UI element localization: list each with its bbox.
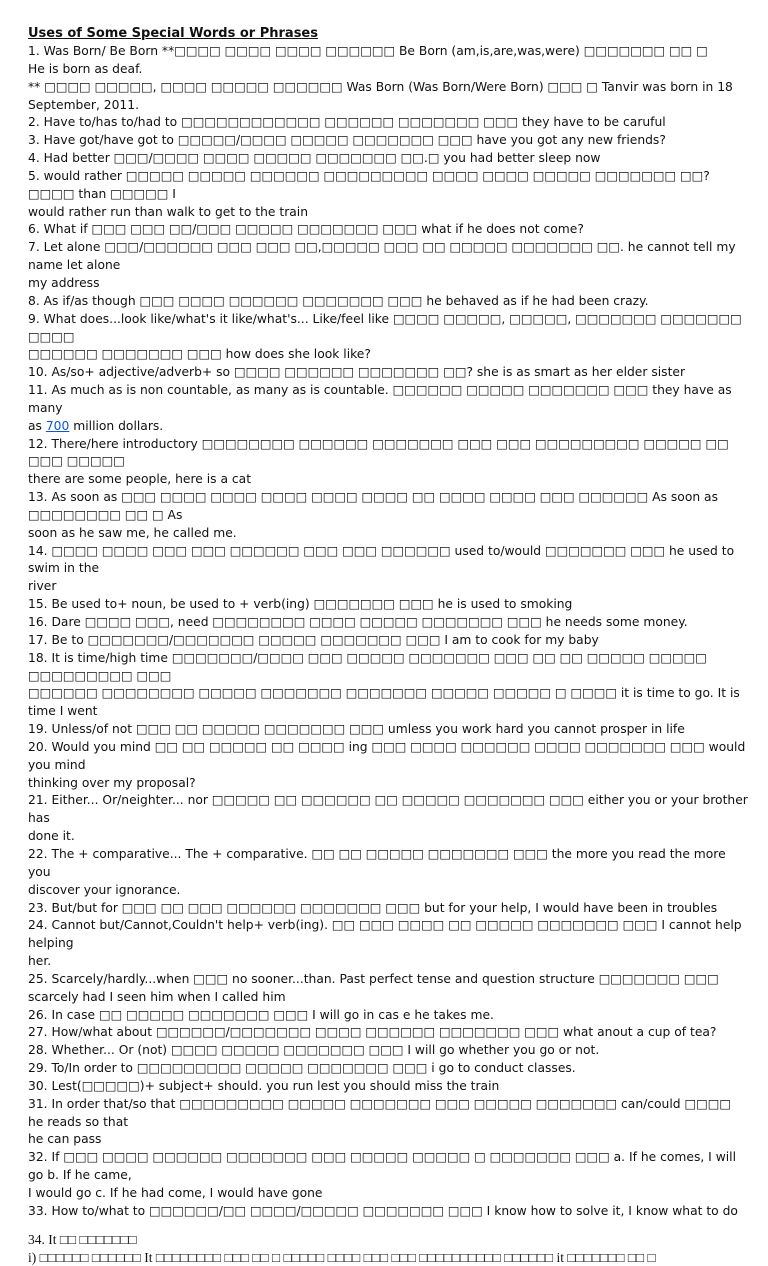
document-title: Uses of Some Special Words or Phrases — [28, 26, 318, 41]
text-line: would rather run than walk to get to the train — [28, 204, 309, 219]
text-line: her. — [28, 954, 52, 969]
text-line: 27. How/what about □□□□□□/□□□□□□□ □□□□ □□□□□□ □□□□□□□ □□□ what anout a cup of tea? — [28, 1025, 717, 1040]
text-line: 21. Either... Or/neighter... nor □□□□□ □□ □□□□□□ □□ □□□□□ □□□□□□□ □□□ either you or your brother has — [28, 793, 748, 826]
text-line: 31. In order that/so that □□□□□□□□□ □□□□□ □□□□□□□ □□□ □□□□□ □□□□□□□ can/could □□□□ he reads so that — [28, 1096, 731, 1129]
text-line: 24. Cannot but/Cannot,Couldn't help+ verb(ing). □□ □□□ □□□□ □□ □□□□□ □□□□□□□ □□□ I cannot help helping — [28, 918, 742, 951]
text-line: there are some people, here is a cat — [28, 472, 252, 487]
text-line: 11. As much as is non countable, as many as is countable. □□□□□□ □□□□□ □□□□□□□ □□□ they have as many — [28, 383, 732, 415]
text-line: done it. — [28, 829, 75, 844]
text-line: discover your ignorance. — [28, 882, 181, 897]
text-line: 16. Dare □□□□ □□□, need □□□□□□□□ □□□□ □□□□□ □□□□□□□ □□□ he needs some money. — [28, 615, 688, 629]
text-line: 8. As if/as though □□□ □□□□ □□□□□□ □□□□□□□ □□□ he behaved as if he had been crazy. — [28, 293, 649, 308]
text-line: 7. Let alone □□□/□□□□□□ □□□ □□□ □□,□□□□□ □□□ □□ □□□□□ □□□□□□□ □□. he cannot tell my name let alone — [28, 240, 736, 273]
text-line: 13. As soon as □□□ □□□□ □□□□ □□□□ □□□□ □□□□ □□ □□□□ □□□□ □□□ □□□□□□ As soon as □□□□□□□□ □□ □ As — [28, 490, 718, 522]
document-tail — [28, 1231, 750, 1266]
text-line: 3. Have got/have got to □□□□□/□□□□ □□□□□ □□□□□□□ □□□ have you got any new friends? — [28, 133, 666, 148]
text-line: 9. What does...look like/what's it like/what's... Like/feel like □□□□ □□□□□, □□□□□, □□□□□□□ □□□□□□□ □□□□ — [28, 311, 742, 344]
text-line: 23. But/but for □□□ □□ □□□ □□□□□□ □□□□□□□ □□□ but for your help, I would have been in troubles — [28, 900, 718, 915]
text-line: 2. Have to/has to/had to □□□□□□□□□□□□ □□□□□□ □□□□□□□ □□□ they have to be caruful — [28, 115, 666, 130]
text-line: 33. How to/what to □□□□□□/□□ □□□□/□□□□□ □□□□□□□ □□□ I know how to solve it, I know what to do — [28, 1203, 738, 1218]
text-line: 25. Scarcely/hardly...when □□□ no sooner...than. Past perfect tense and question structure □□□□□□□ □□□ — [28, 971, 719, 986]
text-line: 19. Unless/of not □□□ □□ □□□□□ □□□□□□□ □□□ umless you work hard you cannot prosper in life — [28, 722, 685, 737]
text-line: 4. Had better □□□/□□□□ □□□□ □□□□□ □□□□□□□ □□.□ you had better sleep now — [28, 151, 601, 166]
text-line: He is born as deaf. — [28, 61, 143, 76]
text-line: □□□□□□ □□□□□□□□ □□□□□ □□□□□□□ □□□□□□□ □□□□□ □□□□□ □ □□□□ it is time to go. It is time I went — [28, 686, 740, 719]
text-line: soon as he saw me, he called me. — [28, 525, 237, 540]
text-line: 32. If □□□ □□□□ □□□□□□ □□□□□□□ □□□ □□□□□ □□□□□ □ □□□□□□□ □□□ a. If he comes, I will go b. If he came, — [28, 1150, 737, 1183]
text-line: □□□□□□ □□□□□□□ □□□ how does she look like? — [28, 347, 371, 362]
text-line: 28. Whether... Or (not) □□□□ □□□□□ □□□□□□□ □□□ I will go whether you go or not. — [28, 1043, 600, 1058]
text-line: 10. As/so+ adjective/adverb+ so □□□□ □□□□□□ □□□□□□□ □□? she is as smart as her elder sister — [28, 365, 686, 380]
text-line: 20. Would you mind □□ □□ □□□□□ □□ □□□□ ing □□□ □□□□ □□□□□□ □□□□ □□□□□□□ □□□ would you mind — [28, 739, 746, 772]
section-gap — [28, 1221, 750, 1231]
text-line: 1. Was Born/ Be Born **□□□□ □□□□ □□□□ □□□□□□ Be Born (am,is,are,was,were) □□□□□□□ □□ □ — [28, 44, 708, 58]
text-line: September, 2011. — [28, 97, 139, 112]
text-line: ** □□□□ □□□□□, □□□□ □□□□□ □□□□□□ Was Born (Was Born/Were Born) □□□ □ Tanvir was born in 18 — [28, 79, 733, 94]
text-line: 22. The + comparative... The + comparative. □□ □□ □□□□□ □□□□□□□ □□□ the more you read the more you — [28, 846, 726, 879]
text-line: 30. Lest(□□□□□)+ subject+ should. you run lest you should miss the train — [28, 1078, 500, 1093]
text-line: scarcely had I seen him when I called him — [28, 989, 286, 1004]
text-line: my address — [28, 275, 100, 290]
text-line: 15. Be used to+ noun, be used to + verb(ing) □□□□□□□ □□□ he is used to smoking — [28, 597, 573, 612]
text-line: 5. would rather □□□□□ □□□□□ □□□□□□ □□□□□□□□□ □□□□ □□□□ □□□□□ □□□□□□□ □□? □□□□ than □□□□□ I — [28, 168, 710, 201]
text-line: 6. What if □□□ □□□ □□/□□□ □□□□□ □□□□□□□ □□□ what if he does not come? — [28, 222, 584, 237]
number-link[interactable]: 700 — [45, 418, 70, 433]
text-line: 14. □□□□ □□□□ □□□ □□□ □□□□□□ □□□ □□□ □□□□□□ used to/would □□□□□□□ □□□ he used to swim in the — [28, 543, 735, 576]
text-line: as 700 million dollars. — [28, 418, 164, 433]
text-line: thinking over my proposal? — [28, 775, 196, 790]
text-line: 26. In case □□ □□□□□ □□□□□□□ □□□ I will go in cas e he takes me. — [28, 1007, 494, 1022]
text-line: 29. To/In order to □□□□□□□□□ □□□□□ □□□□□□□ □□□ i go to conduct classes. — [28, 1061, 576, 1076]
text-line: 17. Be to □□□□□□□/□□□□□□□ □□□□□ □□□□□□□ □□□ I am to cook for my baby — [28, 632, 599, 647]
tail-text-line: i) □□□□□□ □□□□□□ It □□□□□□□□ □□□ □□ □ □□□□□ □□□□ □□□ □□□ □□□□□□□□□□ □□□□□□ it □□□□□□□ □□ □ — [28, 1249, 656, 1265]
document-body — [28, 43, 750, 1221]
tail-text-line: 34. It □□ □□□□□□□ — [28, 1231, 137, 1247]
text-line: he can pass — [28, 1132, 102, 1147]
text-line: 18. It is time/high time □□□□□□□/□□□□ □□□ □□□□□ □□□□□□□ □□□ □□ □□ □□□□□ □□□□□ □□□□□□□□□ □□□ — [28, 650, 707, 683]
text-line: 12. There/here introductory □□□□□□□□ □□□□□□ □□□□□□□ □□□ □□□ □□□□□□□□□ □□□□□ □□ □□□ □□□□□ — [28, 436, 729, 469]
text-line: I would go c. If he had come, I would have gone — [28, 1186, 323, 1200]
text-line: river — [28, 579, 57, 594]
